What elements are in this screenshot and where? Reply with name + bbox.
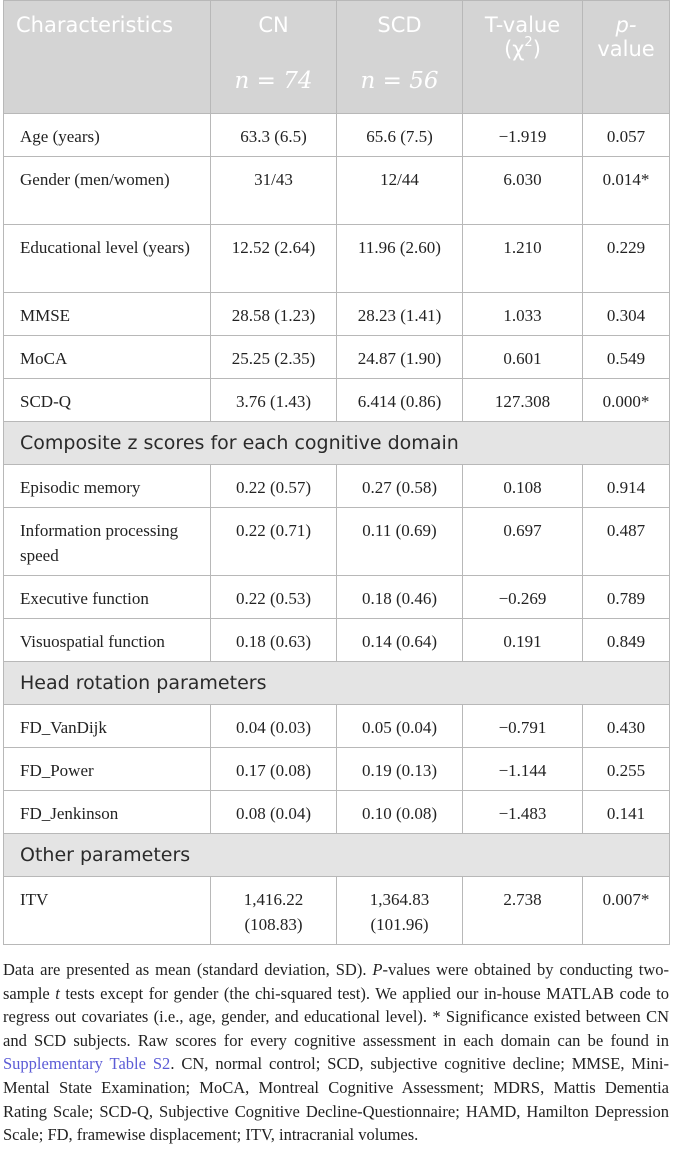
row-label: MoCA	[4, 336, 211, 379]
cell-t: −1.919	[463, 114, 583, 157]
cell-cn: 0.22 (0.53)	[211, 576, 337, 619]
header-t-sup: 2	[524, 35, 533, 50]
header-cn: CN	[211, 1, 337, 66]
table-row	[4, 508, 670, 576]
cell-scd: 28.23 (1.41)	[337, 293, 463, 336]
footnote-text-3: tests except for gender (the chi-squared test). We applied our in-house MATLAB code to regress out covariates (i.e., age, gender, and educational level). * Significance existed between CN and SCD subjects. Raw scores for every cognitive assessment in each domain can be found in	[3, 983, 669, 1050]
header-t-close: )	[532, 37, 541, 61]
row-label: FD_VanDijk	[4, 705, 211, 748]
cell-t: 2.738	[463, 877, 583, 945]
cell-cn: 12.52 (2.64)	[211, 225, 337, 293]
row-label: Age (years)	[4, 114, 211, 157]
cell-t: 127.308	[463, 379, 583, 422]
table-row	[4, 576, 670, 619]
footnote-text-2: -values were obtained by conducting two-sample	[3, 960, 669, 1003]
cell-scd: 24.87 (1.90)	[337, 336, 463, 379]
table-row	[4, 748, 670, 791]
header-p-line2: value	[597, 37, 655, 61]
cell-cn: 0.18 (0.63)	[211, 619, 337, 662]
cell-p: 0.014*	[583, 157, 670, 225]
cell-p: 0.255	[583, 748, 670, 791]
cell-scd: 0.14 (0.64)	[337, 619, 463, 662]
cell-t: −0.791	[463, 705, 583, 748]
table-row	[4, 791, 670, 834]
cell-p: 0.007*	[583, 877, 670, 945]
cell-p: 0.789	[583, 576, 670, 619]
cell-t: −1.144	[463, 748, 583, 791]
cell-p: 0.549	[583, 336, 670, 379]
cell-p: 0.229	[583, 225, 670, 293]
cell-cn: 0.22 (0.71)	[211, 508, 337, 576]
cell-p: 0.057	[583, 114, 670, 157]
cell-t: 0.191	[463, 619, 583, 662]
header-row	[4, 1, 670, 66]
row-label: Educational level (years)	[4, 225, 211, 293]
table-container	[3, 0, 669, 1145]
cell-p: 0.304	[583, 293, 670, 336]
cell-t: −0.269	[463, 576, 583, 619]
header-p-value	[583, 1, 670, 66]
cell-cn: 0.22 (0.57)	[211, 465, 337, 508]
cell-p: 0.849	[583, 619, 670, 662]
cell-cn: 0.17 (0.08)	[211, 748, 337, 791]
cell-cn: 0.08 (0.04)	[211, 791, 337, 834]
cell-p: 0.141	[583, 791, 670, 834]
footnote-text-1: Data are presented as mean (standard deviation, SD).	[3, 960, 373, 979]
row-label: Information processing speed	[4, 508, 211, 576]
row-label: FD_Power	[4, 748, 211, 791]
cell-p: 0.914	[583, 465, 670, 508]
table-row	[4, 379, 670, 422]
cell-cn: 31/43	[211, 157, 337, 225]
supplementary-table-link[interactable]: Supplementary Table S2	[3, 1054, 171, 1074]
header-t-line1: T-value	[484, 13, 561, 37]
row-label: ITV	[4, 877, 211, 945]
table-row	[4, 619, 670, 662]
cell-cn: 0.04 (0.03)	[211, 705, 337, 748]
cell-p: 0.000*	[583, 379, 670, 422]
row-label: Episodic memory	[4, 465, 211, 508]
table-row	[4, 877, 670, 945]
cell-t: 1.210	[463, 225, 583, 293]
section-title: Head rotation parameters	[4, 662, 670, 705]
cell-scd: 0.19 (0.13)	[337, 748, 463, 791]
cell-cn: 25.25 (2.35)	[211, 336, 337, 379]
row-label: Gender (men/women)	[4, 157, 211, 225]
footnote-italic-p: P	[372, 960, 383, 979]
cell-p: 0.487	[583, 508, 670, 576]
row-label: MMSE	[4, 293, 211, 336]
table-row	[4, 114, 670, 157]
table-footnote	[3, 958, 669, 1147]
header-n-scd: n = 56	[337, 65, 463, 114]
table-row	[4, 293, 670, 336]
cell-scd: 12/44	[337, 157, 463, 225]
row-label: FD_Jenkinson	[4, 791, 211, 834]
cell-t: 0.601	[463, 336, 583, 379]
cell-scd: 0.11 (0.69)	[337, 508, 463, 576]
row-label: SCD-Q	[4, 379, 211, 422]
header-p-line1: p-	[615, 13, 637, 37]
cell-t: −1.483	[463, 791, 583, 834]
cell-cn: 3.76 (1.43)	[211, 379, 337, 422]
cell-t: 0.697	[463, 508, 583, 576]
cell-t: 1.033	[463, 293, 583, 336]
cell-scd: 0.18 (0.46)	[337, 576, 463, 619]
table-row	[4, 336, 670, 379]
section-row-other	[4, 834, 670, 877]
cell-scd: 0.05 (0.04)	[337, 705, 463, 748]
section-title: Composite z scores for each cognitive domain	[4, 422, 670, 465]
cell-cn: 28.58 (1.23)	[211, 293, 337, 336]
header-n-row	[4, 65, 670, 114]
table-row	[4, 705, 670, 748]
cell-t: 6.030	[463, 157, 583, 225]
section-row-head-rotation	[4, 662, 670, 705]
header-characteristics: Characteristics	[4, 1, 211, 66]
table-row	[4, 225, 670, 293]
table-row	[4, 465, 670, 508]
table-row	[4, 157, 670, 225]
cell-scd: 0.27 (0.58)	[337, 465, 463, 508]
cell-scd: 11.96 (2.60)	[337, 225, 463, 293]
cell-p: 0.430	[583, 705, 670, 748]
footnote-text-4: . CN, normal control; SCD, subjective cognitive decline; MMSE, Mini-Mental State Examination; MoCA, Montreal Cognitive Assessment; MDRS, Mattis Dementia Rating Scale; SCD-Q, Subjective Cognitive Decline-Questionnaire; HAMD, Hamilton Depression Scale; FD, framewise displacement; ITV, intracranial volumes.	[3, 1054, 669, 1145]
cell-cn: 63.3 (6.5)	[211, 114, 337, 157]
cell-scd: 1,364.83 (101.96)	[337, 877, 463, 945]
footnote-italic-t: t	[55, 983, 60, 1003]
cell-scd: 65.6 (7.5)	[337, 114, 463, 157]
row-label: Visuospatial function	[4, 619, 211, 662]
cell-t: 0.108	[463, 465, 583, 508]
characteristics-table	[3, 0, 670, 945]
header-t-open: (χ	[504, 37, 525, 61]
cell-cn: 1,416.22 (108.83)	[211, 877, 337, 945]
section-title: Other parameters	[4, 834, 670, 877]
cell-scd: 6.414 (0.86)	[337, 379, 463, 422]
header-n-cn: n = 74	[211, 65, 337, 114]
header-scd: SCD	[337, 1, 463, 66]
row-label: Executive function	[4, 576, 211, 619]
cell-scd: 0.10 (0.08)	[337, 791, 463, 834]
section-row-cognitive	[4, 422, 670, 465]
header-t-value	[463, 1, 583, 66]
